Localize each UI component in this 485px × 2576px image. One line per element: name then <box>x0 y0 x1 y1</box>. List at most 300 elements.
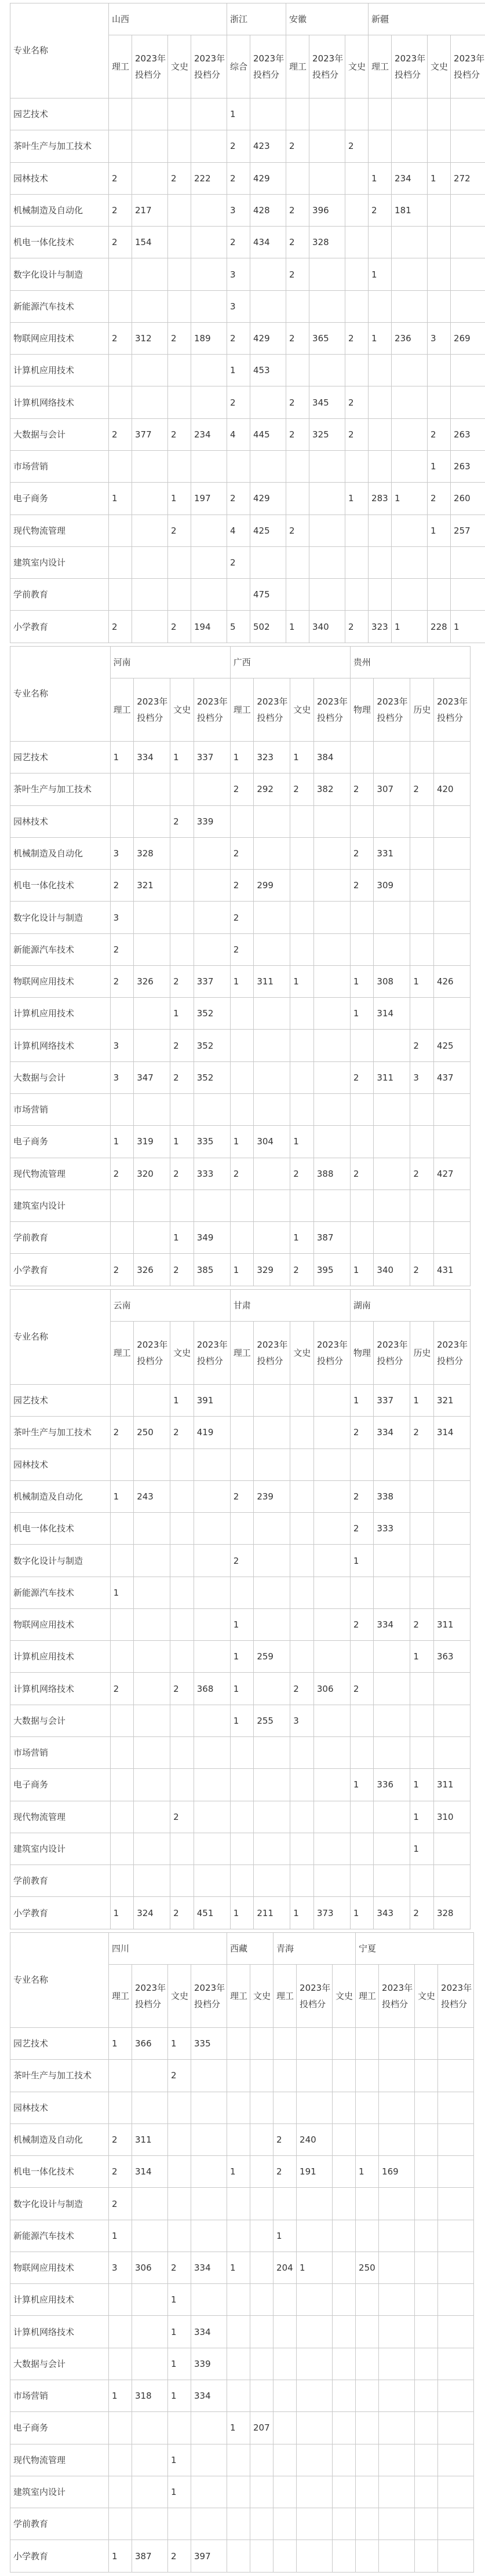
subject-subheader: 物理 <box>350 1322 374 1385</box>
table-cell <box>194 1801 230 1833</box>
table-cell: 2 <box>428 483 451 515</box>
table-cell <box>374 1833 410 1865</box>
table-cell: 2 <box>170 805 194 837</box>
table-cell <box>313 1833 350 1865</box>
table-cell <box>392 355 428 386</box>
table-cell: 1 <box>109 483 132 515</box>
table-cell <box>415 2444 438 2476</box>
table-cell <box>109 546 132 578</box>
table-cell <box>345 579 369 611</box>
table-cell: 1 <box>290 965 314 997</box>
table-cell <box>350 805 374 837</box>
table-cell <box>345 162 369 194</box>
table-cell: 2 <box>286 386 309 418</box>
major-name: 园林技术 <box>10 2092 109 2123</box>
table-cell: 2 <box>350 1513 374 1545</box>
table-cell <box>227 2123 250 2155</box>
table-cell: 1 <box>227 2412 250 2444</box>
table-cell: 191 <box>297 2156 333 2188</box>
table-cell <box>250 2444 274 2476</box>
table-cell <box>415 2092 438 2123</box>
table-cell <box>109 386 132 418</box>
table-cell <box>290 1480 314 1512</box>
major-name: 园林技术 <box>10 162 109 194</box>
table-cell <box>168 130 191 162</box>
table-cell: 363 <box>433 1641 470 1673</box>
table-cell <box>132 515 168 546</box>
table-cell: 2 <box>369 194 392 226</box>
table-cell: 1 <box>428 162 451 194</box>
table-cell <box>438 2252 474 2283</box>
table-cell <box>227 2027 250 2059</box>
table-cell <box>374 1705 410 1736</box>
table-cell <box>191 227 227 258</box>
table-cell: 2 <box>110 1673 134 1705</box>
table-row <box>10 2508 474 2540</box>
table-cell <box>379 2412 415 2444</box>
table-cell <box>110 1865 134 1897</box>
table-cell <box>433 805 470 837</box>
table-cell: 2 <box>168 611 191 643</box>
table-cell <box>134 1577 170 1608</box>
table-cell <box>356 2540 379 2573</box>
table-cell <box>415 2027 438 2059</box>
table-cell: 325 <box>309 418 345 450</box>
major-name: 园艺技术 <box>10 2027 109 2059</box>
table-cell <box>254 1769 290 1801</box>
table-cell <box>350 1641 374 1673</box>
table-cell <box>191 2412 227 2444</box>
table-cell <box>110 1833 134 1865</box>
subject-subheader: 物理 <box>350 678 374 742</box>
table-cell: 2 <box>290 1254 314 1286</box>
table-cell: 4 <box>227 418 250 450</box>
table-cell <box>290 870 314 902</box>
major-column-header: 专业名称 <box>10 1290 111 1385</box>
table-cell: 2 <box>350 1158 374 1190</box>
major-name: 小学教育 <box>10 1254 111 1286</box>
table-row <box>10 1480 471 1512</box>
table-cell: 1 <box>109 2380 132 2412</box>
major-name: 机电一体化技术 <box>10 870 111 902</box>
table-cell <box>230 1865 254 1897</box>
major-name: 建筑室内设计 <box>10 1190 111 1221</box>
table-cell <box>110 1801 134 1833</box>
subject-subheader: 理工 <box>109 35 132 98</box>
table-cell <box>451 98 485 130</box>
table-cell: 2 <box>290 1673 314 1705</box>
table-cell: 2 <box>227 162 250 194</box>
table-cell <box>369 579 392 611</box>
table-cell: 334 <box>191 2252 227 2283</box>
major-name: 大数据与会计 <box>10 1705 111 1736</box>
table-cell: 2 <box>410 1897 434 1929</box>
table-cell <box>286 98 309 130</box>
subject-subheader: 文史 <box>170 678 194 742</box>
table-cell: 2 <box>230 837 254 869</box>
province-header: 山西 <box>109 3 227 35</box>
table-cell <box>415 2540 438 2573</box>
table-cell <box>290 805 314 837</box>
table-cell <box>345 451 369 483</box>
major-name: 小学教育 <box>10 611 109 643</box>
subject-subheader: 2023年投档分 <box>392 35 428 98</box>
table-cell: 2 <box>410 1608 434 1640</box>
table-cell <box>374 1094 410 1126</box>
table-cell <box>438 2092 474 2123</box>
table-cell: 2 <box>170 1254 194 1286</box>
table-cell <box>274 2348 297 2380</box>
table-cell: 240 <box>297 2123 333 2155</box>
table-cell: 307 <box>374 773 410 805</box>
table-row <box>10 258 485 290</box>
table-cell <box>309 258 345 290</box>
table-cell: 2 <box>286 130 309 162</box>
table-cell <box>297 2060 333 2092</box>
table-cell <box>250 546 286 578</box>
table-cell <box>356 2092 379 2123</box>
table-cell <box>313 1865 350 1897</box>
subject-subheader: 文史 <box>333 1965 356 2028</box>
table-cell: 2 <box>230 1545 254 1577</box>
table-cell: 306 <box>313 1673 350 1705</box>
major-name: 计算机网络技术 <box>10 1673 111 1705</box>
major-name: 园林技术 <box>10 1448 111 1480</box>
table-cell <box>392 546 428 578</box>
table-cell <box>415 2412 438 2444</box>
table-cell <box>227 2060 250 2092</box>
table-cell: 1 <box>170 998 194 1030</box>
table-cell <box>309 290 345 322</box>
table-cell: 2 <box>345 322 369 354</box>
major-name: 机电一体化技术 <box>10 1513 111 1545</box>
table-cell <box>168 2092 191 2123</box>
table-cell: 337 <box>194 741 230 773</box>
table-cell <box>410 870 434 902</box>
table-cell <box>134 1190 170 1221</box>
table-cell <box>333 2444 356 2476</box>
table-row <box>10 162 485 194</box>
table-cell <box>313 1480 350 1512</box>
table-cell <box>274 2316 297 2348</box>
table-cell: 2 <box>345 130 369 162</box>
table-cell: 3 <box>110 902 134 933</box>
table-cell <box>230 998 254 1030</box>
table-cell <box>374 1641 410 1673</box>
major-name: 计算机应用技术 <box>10 998 111 1030</box>
table-cell <box>191 2284 227 2316</box>
table-cell <box>250 2476 274 2508</box>
table-cell <box>350 1190 374 1221</box>
table-cell <box>428 194 451 226</box>
table-cell <box>415 2156 438 2188</box>
table-cell <box>345 194 369 226</box>
table-cell: 1 <box>170 1384 194 1416</box>
major-name: 茶叶生产与加工技术 <box>10 773 111 805</box>
table-cell: 319 <box>134 1126 170 1158</box>
table-cell: 1 <box>286 611 309 643</box>
table-cell <box>290 1094 314 1126</box>
table-cell <box>250 2027 274 2059</box>
table-cell <box>132 483 168 515</box>
table-cell <box>438 2123 474 2155</box>
table-cell <box>433 1865 470 1897</box>
table-cell <box>230 1833 254 1865</box>
table-cell <box>110 1769 134 1801</box>
table-cell: 2 <box>230 773 254 805</box>
table-cell <box>313 1801 350 1833</box>
table-cell: 384 <box>313 741 350 773</box>
table-cell <box>356 2284 379 2316</box>
table-cell <box>313 837 350 869</box>
major-name: 现代物流管理 <box>10 515 109 546</box>
table-cell <box>433 1222 470 1254</box>
table-cell <box>250 2220 274 2252</box>
table-cell <box>134 1673 170 1705</box>
table-cell: 292 <box>254 773 290 805</box>
table-cell <box>433 1737 470 1769</box>
table-cell <box>274 2540 297 2573</box>
table-cell: 1 <box>227 2252 250 2283</box>
table-row <box>10 386 485 418</box>
table-row <box>10 1769 471 1801</box>
table-cell <box>379 2188 415 2220</box>
table-cell <box>254 1061 290 1093</box>
table-cell: 169 <box>379 2156 415 2188</box>
table-cell <box>170 1190 194 1221</box>
table-cell: 299 <box>254 870 290 902</box>
table-cell <box>132 2284 168 2316</box>
table-cell <box>410 1448 434 1480</box>
table-cell <box>194 1094 230 1126</box>
table-cell <box>110 1545 134 1577</box>
major-name: 园艺技术 <box>10 1384 111 1416</box>
table-cell <box>254 998 290 1030</box>
table-cell <box>290 998 314 1030</box>
table-cell <box>392 227 428 258</box>
major-name: 园林技术 <box>10 805 111 837</box>
table-cell <box>250 2188 274 2220</box>
table-cell <box>168 579 191 611</box>
table-cell: 431 <box>433 1254 470 1286</box>
table-cell: 1 <box>290 1222 314 1254</box>
subject-subheader: 历史 <box>410 1322 434 1385</box>
table-cell: 453 <box>250 355 286 386</box>
table-cell <box>313 902 350 933</box>
major-name: 现代物流管理 <box>10 1158 111 1190</box>
table-cell: 250 <box>134 1417 170 1448</box>
table-cell <box>250 2092 274 2123</box>
table-cell <box>428 355 451 386</box>
table-cell <box>379 2508 415 2540</box>
table-cell <box>250 98 286 130</box>
table-cell <box>230 1801 254 1833</box>
table-cell: 1 <box>392 611 428 643</box>
table-cell <box>191 2188 227 2220</box>
table-cell: 387 <box>132 2540 168 2573</box>
table-cell <box>313 805 350 837</box>
subject-subheader: 2023年投档分 <box>254 1322 290 1385</box>
table-cell <box>374 1577 410 1608</box>
table-cell <box>250 258 286 290</box>
table-cell: 429 <box>250 162 286 194</box>
table-cell: 1 <box>168 2284 191 2316</box>
table-cell: 1 <box>170 741 194 773</box>
table-cell: 335 <box>194 1126 230 1158</box>
table-cell <box>227 579 250 611</box>
province-block-table <box>10 1932 474 2573</box>
table-cell: 1 <box>168 2476 191 2508</box>
table-cell <box>313 1190 350 1221</box>
table-cell <box>379 2027 415 2059</box>
table-cell <box>433 1448 470 1480</box>
table-cell: 1 <box>230 1897 254 1929</box>
table-cell <box>415 2252 438 2283</box>
table-cell: 2 <box>345 418 369 450</box>
table-cell: 343 <box>374 1897 410 1929</box>
table-row <box>10 322 485 354</box>
table-cell <box>410 1222 434 1254</box>
table-cell <box>379 2092 415 2123</box>
table-cell <box>451 258 485 290</box>
table-cell: 2 <box>274 2123 297 2155</box>
table-cell <box>313 998 350 1030</box>
table-cell: 337 <box>374 1384 410 1416</box>
table-cell <box>374 1673 410 1705</box>
table-cell <box>309 483 345 515</box>
province-header: 安徽 <box>286 3 369 35</box>
table-cell: 339 <box>191 2348 227 2380</box>
table-cell: 377 <box>132 418 168 450</box>
major-name: 市场营销 <box>10 1094 111 1126</box>
table-row <box>10 2284 474 2316</box>
table-cell <box>374 741 410 773</box>
table-cell <box>254 1737 290 1769</box>
province-header: 广西 <box>230 647 350 678</box>
table-cell <box>286 579 309 611</box>
province-header: 河南 <box>110 647 230 678</box>
table-cell <box>297 2092 333 2123</box>
table-cell: 334 <box>374 1608 410 1640</box>
table-row <box>10 902 471 933</box>
table-cell <box>290 1641 314 1673</box>
table-cell <box>369 227 392 258</box>
table-cell <box>254 1865 290 1897</box>
table-cell <box>410 1190 434 1221</box>
table-cell: 2 <box>350 1061 374 1093</box>
table-cell: 2 <box>168 515 191 546</box>
table-row <box>10 2540 474 2573</box>
province-block-table <box>10 646 471 1286</box>
table-cell: 283 <box>369 483 392 515</box>
table-cell <box>309 451 345 483</box>
table-cell <box>274 2412 297 2444</box>
table-row <box>10 805 471 837</box>
table-cell <box>170 902 194 933</box>
table-cell: 1 <box>428 451 451 483</box>
table-cell: 425 <box>433 1030 470 1061</box>
table-cell <box>132 355 168 386</box>
table-cell <box>433 1513 470 1545</box>
table-cell <box>134 1030 170 1061</box>
table-cell <box>356 2508 379 2540</box>
table-cell <box>313 1577 350 1608</box>
table-row <box>10 194 485 226</box>
major-name: 计算机网络技术 <box>10 2316 109 2348</box>
table-cell <box>297 2284 333 2316</box>
major-name: 机电一体化技术 <box>10 227 109 258</box>
table-cell <box>274 2188 297 2220</box>
table-cell <box>132 451 168 483</box>
table-cell <box>134 1737 170 1769</box>
table-cell <box>309 355 345 386</box>
table-cell <box>230 1417 254 1448</box>
province-header: 青海 <box>274 1933 356 1965</box>
table-cell <box>191 2156 227 2188</box>
table-cell <box>333 2508 356 2540</box>
table-cell: 1 <box>350 998 374 1030</box>
table-cell <box>297 2188 333 2220</box>
table-cell <box>191 2476 227 2508</box>
major-name: 数字化设计与制造 <box>10 902 111 933</box>
table-cell: 1 <box>428 515 451 546</box>
table-cell <box>313 965 350 997</box>
table-cell: 2 <box>170 1801 194 1833</box>
table-row <box>10 1061 471 1093</box>
table-cell: 2 <box>109 611 132 643</box>
table-cell: 340 <box>374 1254 410 1286</box>
table-cell <box>254 1158 290 1190</box>
table-cell <box>350 1833 374 1865</box>
table-cell: 1 <box>350 1897 374 1929</box>
table-cell <box>428 130 451 162</box>
table-cell <box>410 1737 434 1769</box>
table-cell <box>350 1448 374 1480</box>
table-cell <box>134 1833 170 1865</box>
table-cell: 397 <box>191 2540 227 2573</box>
table-cell: 395 <box>313 1254 350 1286</box>
table-cell: 337 <box>194 965 230 997</box>
table-cell <box>168 98 191 130</box>
table-cell: 2 <box>110 965 134 997</box>
table-cell <box>109 2092 132 2123</box>
subject-subheader: 2023年投档分 <box>250 35 286 98</box>
table-cell: 2 <box>170 1897 194 1929</box>
subject-subheader: 2023年投档分 <box>297 1965 333 2028</box>
table-row <box>10 837 471 869</box>
table-cell: 312 <box>132 322 168 354</box>
table-cell <box>451 355 485 386</box>
table-cell <box>297 2380 333 2412</box>
table-cell <box>134 1513 170 1545</box>
table-cell <box>132 2316 168 2348</box>
table-cell <box>392 579 428 611</box>
table-cell: 311 <box>433 1769 470 1801</box>
subject-subheader: 2023年投档分 <box>132 35 168 98</box>
table-cell <box>438 2540 474 2573</box>
table-cell <box>374 933 410 965</box>
table-cell <box>109 2284 132 2316</box>
table-cell: 314 <box>433 1417 470 1448</box>
table-cell <box>254 933 290 965</box>
table-cell: 1 <box>290 741 314 773</box>
table-cell: 365 <box>309 322 345 354</box>
table-cell <box>313 1705 350 1736</box>
table-cell <box>274 2380 297 2412</box>
table-cell <box>297 2316 333 2348</box>
table-cell: 310 <box>433 1801 470 1833</box>
table-cell: 2 <box>350 1480 374 1512</box>
